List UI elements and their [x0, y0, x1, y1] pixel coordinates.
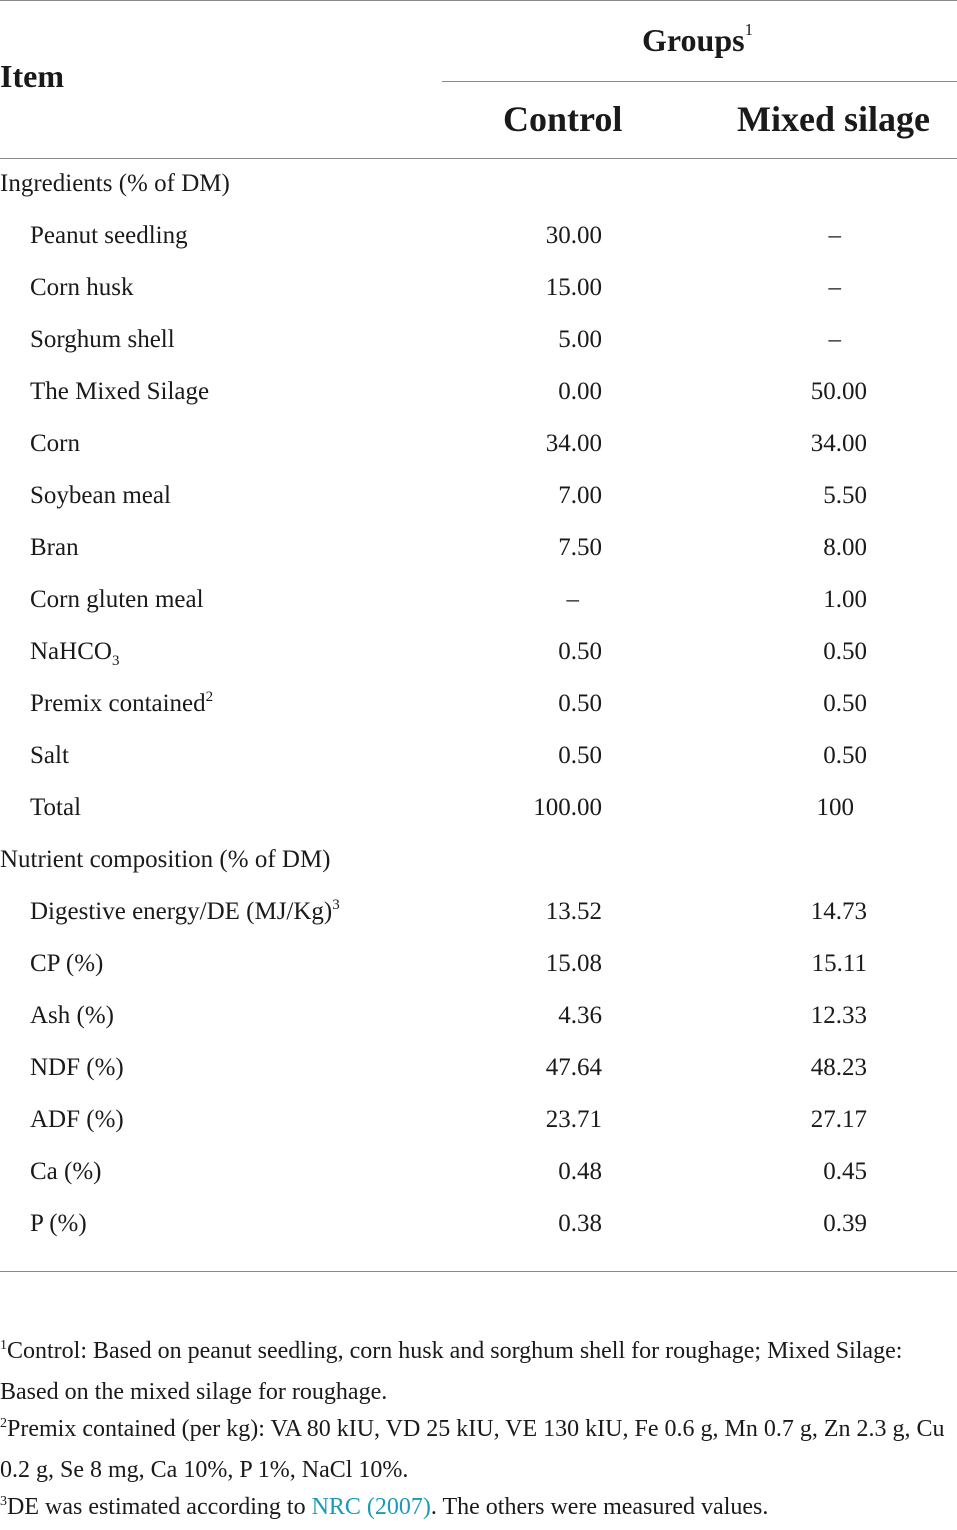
mixed-silage-value: 50.00 [810, 378, 867, 405]
row-label [30, 1054, 124, 1082]
row-label-text: Ca (%) [30, 1158, 102, 1185]
row-label-text: Corn husk [30, 274, 134, 301]
row-label [0, 846, 331, 874]
table-row [0, 996, 957, 1048]
mixed-silage-value: 5.50 [823, 482, 867, 509]
row-label-text: Peanut seedling [30, 222, 188, 249]
table-row [0, 476, 957, 528]
row-label-text: Soybean meal [30, 482, 171, 509]
table-row [0, 892, 957, 944]
groups-footnote-mark: 1 [744, 20, 754, 39]
footnote-text: Premix contained (per kg): VA 80 kIU, VD 25 kIU, VE 130 kIU, Fe 0.6 g, Mn 0.7 g, Zn 2.3 g, Cu 0.2 g, Se 8 mg, Ca 10%, P 1%, NaCl 10%. [0, 1416, 945, 1483]
top-rule [0, 0, 957, 1]
header-bottom-rule [0, 158, 957, 159]
row-label-text: Corn [30, 430, 80, 457]
table-row [0, 632, 957, 684]
mixed-silage-value: 0.45 [823, 1158, 867, 1185]
mixed-silage-value: 0.39 [823, 1210, 867, 1237]
row-label [30, 1002, 114, 1030]
control-value: 15.00 [545, 274, 602, 301]
subscript: 3 [111, 653, 120, 669]
mixed-silage-value: 48.23 [810, 1054, 867, 1081]
control-value: 7.50 [558, 534, 602, 561]
row-label-text: Bran [30, 534, 79, 561]
footnote-mark: 3 [332, 897, 340, 913]
control-value: 13.52 [545, 898, 602, 925]
table-row [0, 944, 957, 996]
table-row [0, 1048, 957, 1100]
mixed-silage-value: 0.50 [823, 742, 867, 769]
control-value: 15.08 [545, 950, 602, 977]
mixed-silage-value: 0.50 [823, 690, 867, 717]
table-row [0, 684, 957, 736]
table-bottom-rule [0, 1271, 957, 1272]
footnote-mark: 2 [205, 689, 214, 705]
footnote-2 [0, 1411, 950, 1489]
row-label [30, 898, 340, 926]
control-value: 23.71 [545, 1106, 602, 1133]
control-value: 47.64 [545, 1054, 602, 1081]
row-label [30, 950, 103, 978]
table-body [0, 164, 957, 1256]
mixed-silage-value: – [828, 274, 841, 301]
footnotes [0, 1333, 950, 1530]
table-row [0, 424, 957, 476]
row-label-text: Digestive energy/DE (MJ/Kg) [30, 898, 333, 925]
table-row [0, 528, 957, 580]
section-row [0, 840, 957, 892]
row-label [30, 1210, 87, 1238]
row-label-text: NaHCO [30, 638, 112, 665]
mixed-silage-value: 8.00 [823, 534, 867, 561]
column-header-groups [642, 22, 753, 59]
row-label-text: Corn gluten meal [30, 586, 204, 613]
mixed-silage-value: – [828, 326, 841, 353]
row-label-text: Ingredients (% of DM) [0, 170, 230, 197]
row-label [30, 326, 175, 354]
mixed-silage-value: 14.73 [810, 898, 867, 925]
row-label-text: Premix contained [30, 690, 206, 717]
mixed-silage-value: 12.33 [810, 1002, 867, 1029]
control-value: 0.48 [558, 1158, 602, 1185]
footnote-mark: 1 [0, 1338, 7, 1353]
row-label [30, 430, 80, 458]
row-label-text: Ash (%) [30, 1002, 115, 1029]
row-label [30, 482, 171, 510]
row-label-text: Nutrient composition (% of DM) [0, 846, 331, 873]
column-header-item: Item [0, 58, 64, 94]
footnote-text: DE was estimated according to [7, 1494, 312, 1520]
control-value: 100.00 [533, 794, 602, 821]
table-row [0, 1204, 957, 1256]
table-row [0, 268, 957, 320]
mixed-silage-value: – [828, 222, 841, 249]
row-label [30, 378, 209, 406]
row-label-text: Salt [30, 742, 69, 769]
mixed-silage-value: 34.00 [810, 430, 867, 457]
row-label [30, 742, 69, 770]
table-row [0, 1152, 957, 1204]
footnote-1 [0, 1333, 950, 1411]
row-label [30, 274, 133, 302]
control-value: 0.50 [558, 690, 602, 717]
row-label [30, 638, 120, 669]
control-value: 30.00 [545, 222, 602, 249]
footnote-mark: 3 [0, 1494, 7, 1509]
control-value: 7.00 [558, 482, 602, 509]
table-row [0, 788, 957, 840]
row-label [30, 794, 81, 822]
table-row [0, 736, 957, 788]
control-value: 34.00 [545, 430, 602, 457]
table-row [0, 372, 957, 424]
row-label [30, 534, 79, 562]
mixed-silage-value: 1.00 [823, 586, 867, 613]
mixed-silage-value: 27.17 [810, 1106, 867, 1133]
table-row [0, 580, 957, 632]
row-label-text: Total [30, 794, 82, 821]
control-value: 0.50 [558, 742, 602, 769]
table-row [0, 1100, 957, 1152]
row-label-text: CP (%) [30, 950, 104, 977]
table-row [0, 320, 957, 372]
table-row [0, 216, 957, 268]
section-row [0, 164, 957, 216]
mixed-silage-value: 100 [816, 794, 854, 821]
nrc-reference-link[interactable]: NRC (2007) [311, 1494, 431, 1520]
footnote-text: Control: Based on peanut seedling, corn husk and sorghum shell for roughage; Mixed Silage: Based on the mixed silage for roughage. [0, 1338, 903, 1405]
footnote-3 [0, 1489, 950, 1530]
row-label [30, 1158, 102, 1186]
row-label [0, 170, 230, 198]
control-value: 0.50 [558, 638, 602, 665]
footnote-text: . The others were measured values. [430, 1494, 769, 1520]
row-label-text: The Mixed Silage [30, 378, 210, 405]
control-value: 0.38 [558, 1210, 602, 1237]
row-label-text: Sorghum shell [30, 326, 175, 353]
groups-rule [442, 81, 957, 82]
mixed-silage-value: 0.50 [823, 638, 867, 665]
row-label [30, 222, 188, 250]
row-label-text: ADF (%) [30, 1106, 124, 1133]
footnote-mark: 2 [0, 1416, 7, 1431]
row-label [30, 1106, 124, 1134]
row-label [30, 690, 213, 718]
row-label [30, 586, 204, 614]
column-header-control: Control [503, 99, 623, 139]
control-value: 5.00 [558, 326, 602, 353]
control-value: 4.36 [558, 1002, 602, 1029]
groups-label: Groups [642, 22, 745, 58]
mixed-silage-value: 15.11 [811, 950, 867, 977]
control-value: – [566, 586, 579, 613]
row-label-text: NDF (%) [30, 1054, 124, 1081]
control-value: 0.00 [558, 378, 602, 405]
column-header-mixed-silage: Mixed silage [737, 99, 930, 139]
row-label-text: P (%) [30, 1210, 87, 1237]
